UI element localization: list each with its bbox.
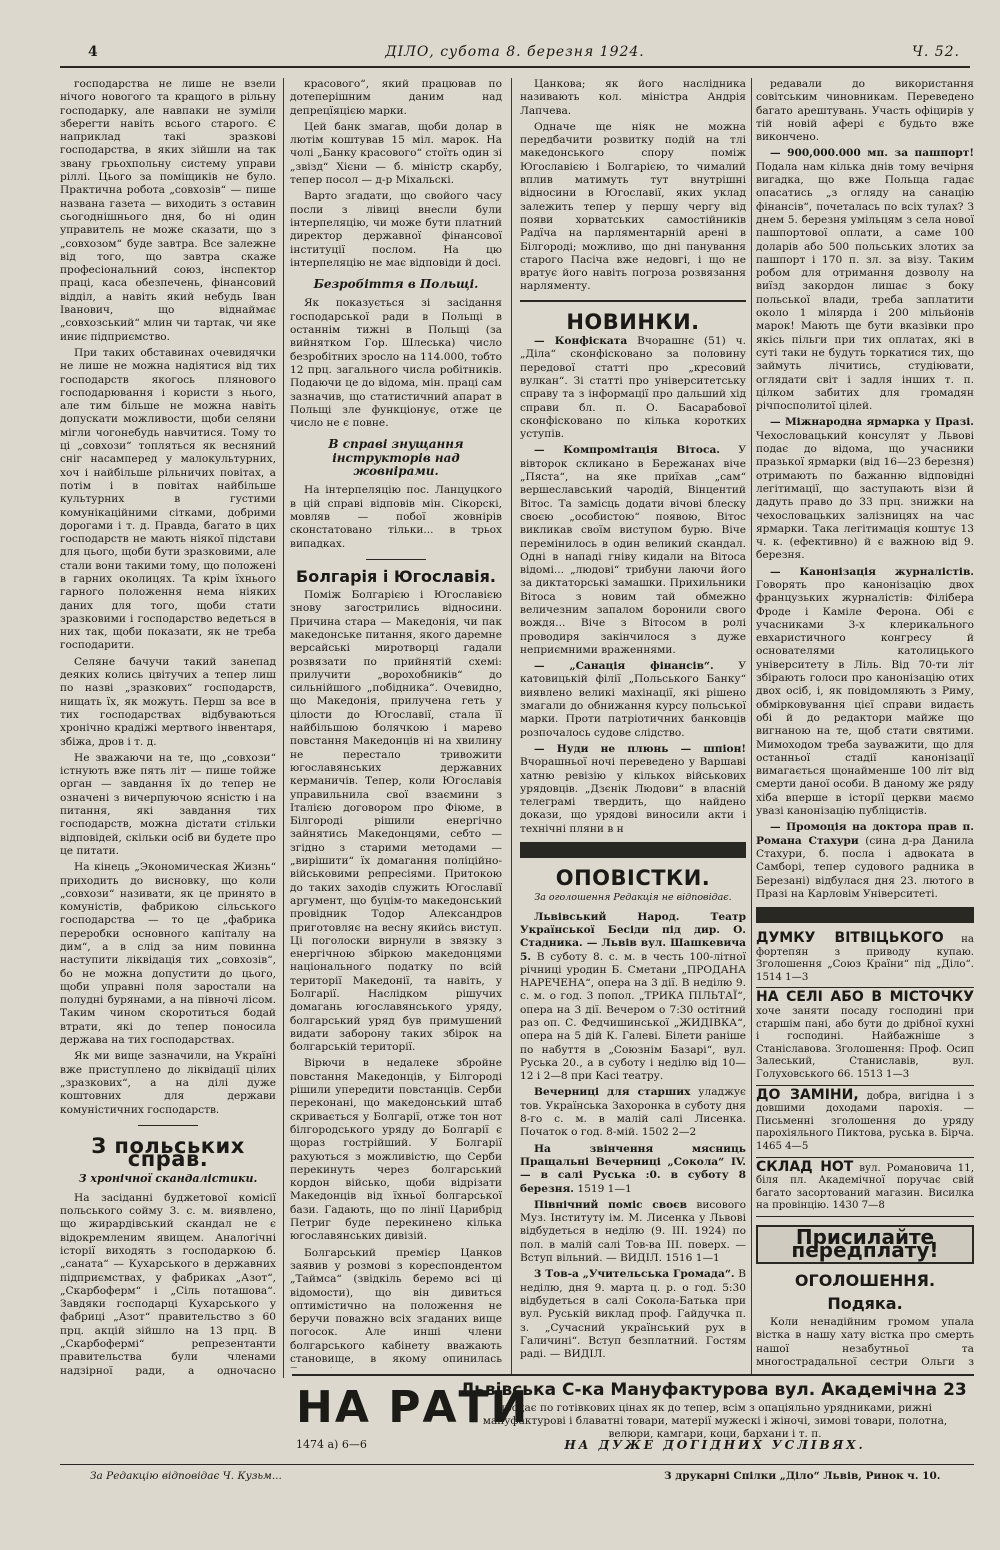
- paragraph: Як ми вище зазначили, на Україні вже приступлено до ліквідації цілих „зразкових“, а на ділі дуже коштовних для держави комуністичних господарств.: [60, 1050, 276, 1116]
- ad-text: на фортепян з приводу купаю. Зголошення „Союз Країни“ під „Діло“.: [756, 934, 974, 971]
- column-2: [290, 78, 502, 1368]
- news-lead: — „Санація фінансів“.: [534, 660, 714, 673]
- paragraph: красового“, який працював по дотеперішним даним над депрецїяцією марки.: [290, 78, 502, 117]
- classified-ad: [756, 1086, 974, 1158]
- ad-text: добра, вигідна і з довшими доходами парохія. — Письменні зголошення до уряду парохіяльного Пиктова, руська в. Бірча.: [756, 1090, 974, 1140]
- separator-bar: [756, 907, 974, 923]
- subscription-banner: Присилайте передплату!: [756, 1225, 974, 1264]
- ad-number: 1513 1—3: [856, 1069, 910, 1081]
- paragraph: Як показується зі засідання господарської ради в Польщі в останнім тижні в Польщі (за вийнятком Гор. Шлеська) число безробітних зросло на 114.000, тобто 12 прц. загального числа робітників. Подаючи це до відома, мін. праці сам зазначив, що статистичний апарат в Польщі зле функціонує, отже це число не є повне.: [290, 297, 502, 430]
- notice-item: [520, 1086, 746, 1139]
- notice-lead: 3 Тов-а „Учительська Громада“.: [534, 1268, 735, 1281]
- paragraph: Болгарський премієр Цанков заявив у розмові з кореспондентом „Таймса“ (звідкіль беремо всі ці відомости), що він дивиться оптимістично на положення не беручи поважно всіх згаданих вище погосок. Але инші члени болгарського кабінету вважають становище, в якому опинилась: [290, 1246, 502, 1366]
- ad-lead: ДО ЗАМІНИ,: [756, 1086, 859, 1103]
- paragraph: Одначе ще ніяк не можна передбачити розвитку подій на тлі македонського спору поміж Югославією і Болгарією, то чималий вплив матимуть тут внутрішні відносини в Югославії, яких уклад залежить тепер у першу чергу від появи хорватських самостійників Радїча на парляментарній арені в Білгороді; можливо, що дні панування старого Пасіча вже недовгі, і що не вратує його навіть погроза розвязання нарляменту.: [520, 120, 746, 293]
- news-text: (сина д-ра Данила Стахури, б. посла і адвоката в Самборі, тепер судового радника в Березані) відбулася дня 23. лютого в Празі на Карловім Університеті.: [756, 834, 974, 900]
- ad-text: вул. Романовича 11, біля пл. Академічної поручає свій багато засортований магазин. Висилка на провінцію.: [756, 1162, 974, 1212]
- news-item: [520, 444, 746, 657]
- editor-credit: За Редакцію відповідає Ч. Кузьм...: [90, 1470, 282, 1482]
- printer-credit: З друкарні Спілки „Діло“ Львів, Ринок ч. 10.: [664, 1470, 941, 1482]
- section-heading: НОВИНКИ.: [566, 309, 700, 334]
- news-lead: — Конфіската: [534, 335, 628, 348]
- column-1: [60, 78, 276, 1378]
- notice-text: уладжує тов. Українська Захоронка в суботу дня 8-го с. м. в малій салі Лисенка. Початок о год. 8-мій.: [520, 1086, 746, 1139]
- separator-bar: [520, 842, 746, 858]
- notice-text: В суботу 8. с. м. в честь 100-літної річниці уродин Б. Сметани „ПРОДАНА НАРЕЧЕНА“, опера на 3 дії. В неділю 9. с. м. о год. 3 попол. „ТРИКА ПІЛЬТАЇ“, опера на 3 дії. Вечером о 7:30 остітний раз оп. С. Федчишинської „ЖИДІВКА“, опера на 5 дій К. Галеві. Білети раніше по набуття в „Союзнім Базарі“, вул. Руська 20., а в суботу і неділю від 10—12 і 2—8 при Касі театру.: [520, 950, 746, 1083]
- news-item: [756, 566, 974, 819]
- classified-ad: [756, 929, 974, 988]
- notice-text: висового Муз. Інституту ім. М. Лисенка у Львові відбудеться в неділю (9. ІІІ. 1924) по пол. в малій салі Тов-ва ІІІ. поверх. — Вступ вільний. — ВИДІЛ.: [520, 1198, 746, 1265]
- subheading: Подяка.: [827, 1293, 903, 1313]
- paragraph: Коли ненадійним громом упала вістка в нашу хату вістка про смерть нашої незабутньої та многострадальної сестри Ольги з: [756, 1316, 974, 1368]
- paragraph: Поміж Болгарією і Югославією знову загострились відносини. Причина стара — Македонія, чи пак македонське питання, якого даремне версайські миротворці гадали розвязати по прийнятій схемі: прилучити „ворохобників“ до сильнійшого „побідника“. Очевидно, що Македонія, прилучена геть у цілости до Югославії, стала її найбільшою болячкою і марево повстання Македонців ні на хвилину не перестало тривожити югославянських державних керманичів. Тепер, коли Югославія управильнила свої взаємини з Італією договором про Фіюме, в Білгороді рішили енергічно зайнятись Македонцями, себто — згідно з старими методами — „вирішити“ їх домагання поліційно-військовими репресіями. Притокою до таких заходів служить Югославії аргумент, що буцім-то македонський провідник Тодор Александров приготовляє на весну якийсь виступ. Ці поголоски вирнули в звязку з енергічною збіркою македонцями національного податку по всій території Македонії, та навіть, у Болгарії. Наслідком рішучих домагань югославянського уряду, болгарський уряд був примушений видати заборону таких збірок на болгарській території.: [290, 589, 502, 1054]
- issue-number: Ч. 52.: [912, 44, 960, 60]
- news-lead: — Промоція на доктора прав п. Романа Стахури: [756, 821, 974, 847]
- paragraph: Вірючи в недалеке збройне повстання Македонців, у Білгороді рішили упередити повстанців. Серби переконані, що македонський штаб скривається у Болгарії, отже тон нот білгородського уряду до Болгарії є щораз гострійший. У Болгарії рахуються з можливістю, що Серби перекинуть через болгарський кордон військо, щоби відрізати Македонців від їхньої болгарської бази. Гадають, що по лінії Царибрід Петриг буде перекинено кілька югославянських дивізій.: [290, 1057, 502, 1243]
- notice-lead: На звінчення мясниць Пращальні Вечерниці „Сокола“ IV. — в салі Руська :0. в суботу 8 березня.: [520, 1142, 746, 1195]
- divider: [138, 1125, 198, 1126]
- paragraph: редавали до використання совітським чиновникам. Переведено багато арештувань. Участь офіцирів у тій новій афері є будьто вже викончено.: [756, 78, 974, 144]
- paragraph: Селяне бачучи такий занепад деяких колись цвітучих а тепер лиш по назві „зразкових“ господарств, нищать їх, як можуть. Перш за все в тих господарствах відбуваються хронічно крадіжі мертвого інвентаря, збіжа, дров і т. д.: [60, 655, 276, 748]
- classified-ad: [756, 988, 974, 1085]
- masthead: [60, 42, 970, 68]
- notice-number: 1516 1—1: [665, 1252, 720, 1265]
- news-lead: — Міжнародна ярмарка у Празі.: [770, 416, 974, 429]
- column-rule: [511, 78, 512, 1374]
- ad-number: 1465 4—5: [756, 1141, 809, 1153]
- news-item: [520, 743, 746, 836]
- page-number-left: 4: [88, 44, 99, 60]
- news-text: Чехословацький консулят у Львові подає до відома, що учасники празької ярмарки (від 16—23 березня) отримають по бажанню відповідні легітимації, що заступають візи й дадуть право до 33 прц. знижки на чехословацьких залізницях на час ярмарки. Така легітимація коштує 13 ч. к. (ефективно) й є важною від 9. березня.: [756, 429, 974, 562]
- paragraph: господарства не лише не взели нічого новогого та кращого в рільну господарку, але навпаки не зуміли зберегти навіть всього старого. Є наприклад такі зразкові господарства, в яких зійшли на так звану грьохпольну систему управи ріллі. Цього за поміщиків не було. Практична робота „совхозів“ — пише названа газета — виходить з оставин сьогоднішнього дня, бо ні один управитель не може сказати, що з „совхозом“ буде завтра. Все залежне від того, що завтра скаже професіональний союз, інспектор праці, каса обезпечень, фінансовий відділ, а навіть який небудь Іван Іванович, що віднаймає „совхозський“ млин чи тартак, чи яке иниє підприємство.: [60, 78, 276, 343]
- ad-lead: ДУМКУ ВІТВІЦЬКОГО: [756, 930, 944, 947]
- notice-lead: Львівський Народ. Театр Української Бесіди під дир. О. Стадника. — Львів вул. Шашкевича 5.: [520, 910, 746, 963]
- notice-item: [520, 911, 746, 1084]
- notice-lead: Північний поміс своєв: [534, 1198, 687, 1211]
- news-lead: — Нуди не плюнь — шпіон!: [534, 742, 746, 755]
- subheading: В справі знущання інструкторів над жовнірами.: [328, 437, 464, 479]
- notice-number: 1519 1—1: [577, 1182, 632, 1195]
- column-rule: [751, 78, 752, 1374]
- editorial-note: За оголошення Редакція не відповідає.: [534, 892, 732, 904]
- footer-rule: [60, 1464, 974, 1465]
- column-rule: [283, 78, 284, 1378]
- notice-item: [520, 1199, 746, 1265]
- classified-ad: [756, 1158, 974, 1217]
- notice-lead: Вечерниці для старших: [534, 1086, 691, 1099]
- store-name: Львівська С-ка Мануфактурова вул. Академічна 23: [460, 1380, 967, 1400]
- notice-number: 1502 2—2: [641, 1126, 697, 1139]
- notice-text: В неділю, дня 9. марта ц. р. о год. 5:30 відбудеться в салі Сокола-Батька при вул. Руській виклад проф. Гайдучка п. з. „Сучасний український рух в Галичині“. Вступ безплатний. Гостям раді. — ВИДІЛ.: [520, 1268, 746, 1361]
- news-text: У катовицькій філії „Польського Банку“ виявлено великі махінації, які рішено змагали до обнижання курсу польської марки. Проти патріотичних банковців розпочалось судове слідство.: [520, 660, 746, 739]
- news-text: У вівторок скликано в Бережанах віче „Пяста“, на яке приїхав „сам“ вершеславський чародій, Вінцентий Вітос. Та замісць додати вічові блеску своєю „особистою“ появою, Вітос викликав своїм виступом бурю. Віче перемінилось в один великий скандал. Одні в нападі гніву кидали на Вітоса відомі... „людові“ трибуни лаючи його за диктаторські замашки. Прихильники Вітоса з новим тай обмежно величезним запалом боронили свого вождя... Віче з Вітосом в ролі проводиря закінчилося з дуже неприємними враженнями.: [520, 444, 746, 656]
- divider: [366, 559, 426, 560]
- ad-lead: НА СЕЛІ АБО В МІСТОЧКУ: [756, 989, 974, 1006]
- news-text: Вчорашнє (51) ч. „Діла“ сконфісковано за половину передової статті про „кресовий вулкан“. Зі статті про університетську справу та з інформації про дальший хід справи бл. п. О. Басарабової сконфісковано по кілька коротких уступів.: [520, 335, 746, 441]
- section-heading: З польських справ.: [91, 1133, 245, 1172]
- news-item: [756, 821, 974, 901]
- paragraph: На інтерпеляцію пос. Ланцуцкого в цій справі відповів мін. Сікорскі, мовляв — побої жовнірів сконстатовано тільки... в трьох випадках.: [290, 484, 502, 550]
- news-text: Вчорашньої ночі переведено у Варшаві хатню ревізію у кількох військових урядовців. „Дзєнік Людови“ в власній телеграмі твердить, що найдено докази, що урядові виносили акти і технічні пляни в н: [520, 756, 746, 835]
- news-item: [756, 416, 974, 562]
- ad-number: 1430 7—8: [832, 1200, 885, 1212]
- news-item: [756, 147, 974, 413]
- column-4: [756, 78, 974, 1368]
- subheading: З хронічної скандалістики.: [78, 1172, 258, 1186]
- paragraph: Цанкова; як його наслідника називають кол. міністра Андрія Лапчева.: [520, 78, 746, 117]
- section-heading: ОГОЛОШЕННЯ.: [794, 1270, 936, 1290]
- store-terms: НА ДУЖЕ ДОГІДНИХ УСЛІВЯХ.: [564, 1438, 866, 1452]
- paragraph: При таких обставинах очевидячки не лише не можна надіятися від тих господарств якогось плянового господарювання і користи з нього, але тим більше не можна навіть допускати можливости, щоби селяни мігли чогонебудь навчитися. Тому то ці „совхози“ топляться як весняний сніг насамперед у малокультурних, хоч і найбільше рільничих повітах, а потім і в повітах найбільше культурних в густими комунікаційними сітками, добрими дорогами і т. д. Правда, багато в цих господарств не мають ніякої підстави для цього, щоби бути зразковими, але стали вони такими тому, що положені в гарних околицях. Та крім їхнього гарного положення нема ніяких даних для того, щоби стати зразковими і господарство ведеться в них так, щоби показати, як не треба господарити.: [60, 346, 276, 652]
- news-lead: — Канонізація журналістів.: [770, 565, 974, 578]
- paragraph: На засіданні буджетової комісії польського сойму 3. с. м. виявлено, що жирардівський скандал не є відокремленим явищем. Аналогічні історії виходять з господаркою б. „саната“ — Кухарського в державних підприємствах, у фабриках „Азот“, „Скарбоферм“ і „Сіль поташова“. Завдяки господарці Кухарського у фабриці „Азот“ правительство з 60 прц. акцій зійшло на 13 прц. В „Скарбофермі“ репрезентанти правительства були членами надзірної ради, а одночасно: [60, 1191, 276, 1377]
- subheading: Безробіття в Польщі.: [313, 277, 479, 292]
- notice-item: [520, 1143, 746, 1196]
- paragraph: Варто згадати, що свойого часу посли з лівиці внесли були інтерпеляцію, чи може бути платний директор державної фінансової інституції послом. На цю інтерпеляцію не має відповіди й досі.: [290, 190, 502, 269]
- paragraph: Цей банк змагав, щоби долар в лютім коштував 15 міл. марок. На чолі „Банку красового“ стоїть один зі „звізд“ Хієни — б. міністр скарбу, тепер посол — д-р Міхальскі.: [290, 120, 502, 187]
- notice-item: [520, 1268, 746, 1361]
- paragraph: На кінець „Экономическая Жизнь“ приходить до висновку, що коли „совхози“ називати, як це принято в комуністів, фабрикою сільського господарства — то це „фабрика переробки основного капіталу на дим“, а в слід за ним повинна наступити ліквідація тих „совхозів“, бо не можна допустити до цього, щоби управні поля заростали на полудні бурянами, а на півночі лісом. Таким чином скоротиться бодай втрати, які до тепер поносила держава на тих господарствах.: [60, 861, 276, 1047]
- ad-headline: НА РАТИ: [296, 1382, 530, 1433]
- news-item: [520, 335, 746, 441]
- store-advertisement: [292, 1374, 974, 1462]
- column-3: [520, 78, 746, 1368]
- ad-number: 1514 1—3: [756, 971, 809, 983]
- news-lead: — 900,000.000 мп. за пашпорт!: [770, 147, 974, 160]
- divider: [520, 300, 746, 302]
- news-item: [520, 660, 746, 740]
- store-description: продає по готівкових цінах як до тепер, всім з опаціяльно урядниками, рижні мануфактурові і блаватні товари, матерії мужескі і жіночі, зимові товари, полотна, велюри, камгари, коци, бархани і т. п.: [482, 1402, 948, 1440]
- paragraph: Не зважаючи на те, що „совхози“ істнують вже пять літ — пише тойже орган — завдання їх до тепер не означені з вичерпуючою ясністю і на питання, які завдання тих господарств, можна дістати стільки відповідей, скільки осіб ви будете про це питати.: [60, 751, 276, 857]
- ad-lead: СКЛАД НОТ: [756, 1158, 854, 1175]
- ad-text: хоче заняти посаду господині при старшім пані, або бути до дрібної кухні і господині. Найбажніше з Станіславова. Зголошення: Проф. Осип Залеський, Станиславів, вул. Голуховського 66.: [756, 1006, 974, 1081]
- news-lead: — Компромітація Вітоса.: [534, 444, 720, 457]
- section-heading: Болгарія і Югославія.: [296, 566, 496, 586]
- section-heading: ОПОВІСТКИ.: [555, 866, 711, 891]
- masthead-title: ДІЛО, субота 8. березня 1924.: [385, 44, 645, 60]
- ad-number: 1474 а) 6—6: [296, 1438, 367, 1451]
- news-text: Говорять про канонізацію двох французьких журналістів: Філібера Фроде і Каміле Ферона. Обі є учасниками 3-х клерикального евхаристичного конгресу й основателями католицького університету в Ліль. Від 70-ти літ збірають голоси про канонізацію отих двох осіб, і, як повідомляють з Риму, обмірковування цієї справи видаєть обі й до редактори майже що вигнаною на те, щоб стати святими. Мимоходом треба зауважити, що для останньої стадії канонізації вимагається щонайменше 100 літ від смерти даної особи. В даному же ряду хіба вперше в історії церкви маємо увазі канонізацію публіцистів.: [756, 578, 974, 818]
- news-text: Подала нам кілька днів тому вечірня вигадка, що вже Польща гадає опасатись „з огляду на санацію фінансів“, почеталась по всіх тулах? З днем 5. березня умільцям з села нової пашпортової оплати, а саме 100 доларів або 500 польських злотих за пашпорт і 170 п. зл. за візу. Таким робом для отримання дозволу на виїзд закордон лишає з боку польської влади, треба заплатити около 1 мілярда і 200 мільйонів марок! Мають ще бути вказівки про якісь пільги при тих оплатах, які в суті таки не будуть торкатися тих, що займуть лічитись, студіювати, оглядати світ і задля інших т. п. цілком забитих для громадян річпосполитої цілей.: [756, 160, 974, 413]
